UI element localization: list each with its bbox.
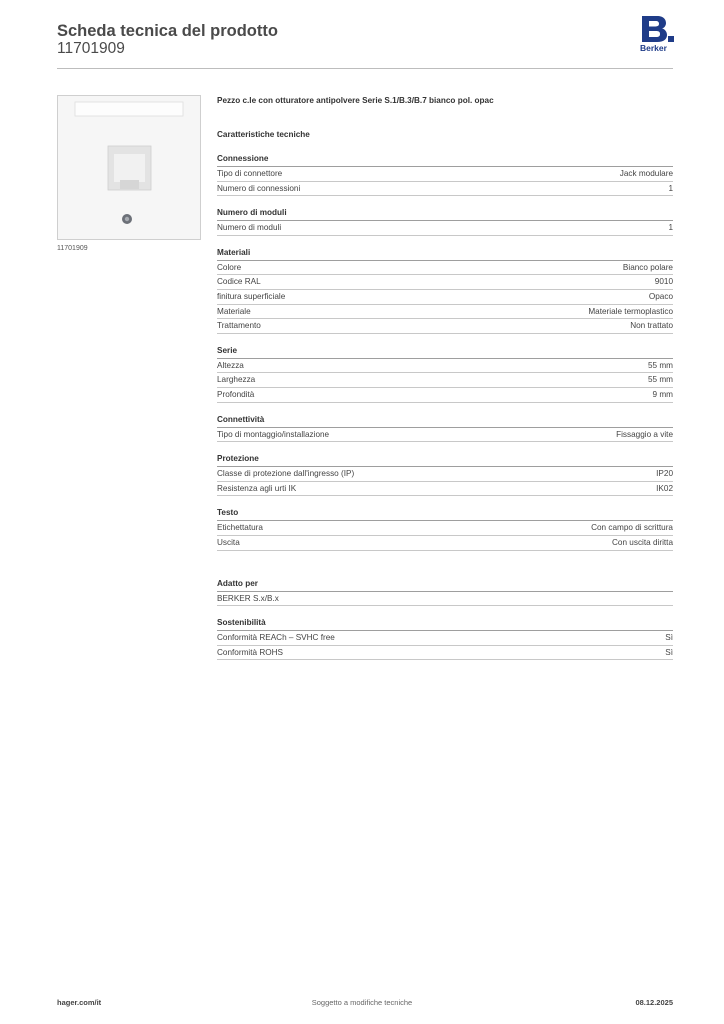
spec-label: Numero di connessioni [217, 183, 301, 193]
characteristics-title: Caratteristiche tecniche [217, 130, 310, 139]
spec-value: 9010 [654, 277, 673, 287]
spec-label: Tipo di connettore [217, 169, 283, 178]
spec-row [217, 167, 673, 182]
spec-row [217, 388, 673, 403]
spec-value: Opaco [648, 291, 673, 301]
spec-label: Larghezza [217, 375, 256, 385]
section-title: Serie [217, 334, 673, 359]
spec-row [217, 373, 673, 388]
spec-value: Fissaggio a vite [616, 429, 673, 439]
section-title: Sostenibilità [217, 606, 673, 631]
spec-value: IP20 [656, 469, 673, 479]
spec-value: Con uscita diritta [612, 537, 673, 547]
image-caption: 11701909 [57, 245, 88, 252]
article-number: 11701909 [57, 40, 125, 57]
spec-label: Conformità REACh – SVHC free [217, 633, 335, 643]
spec-value: Sì [665, 633, 673, 643]
section-title: Numero di moduli [217, 196, 673, 221]
spec-value: Bianco polare [622, 262, 673, 272]
spec-row [217, 221, 673, 236]
section-title: Adatto per [217, 567, 673, 592]
spec-sections [217, 142, 673, 660]
spec-row [217, 305, 673, 320]
spec-row [217, 261, 673, 276]
spec-label: Codice RAL [217, 277, 261, 287]
section-title: Connessione [217, 142, 673, 167]
spec-row [217, 482, 673, 497]
spec-row [217, 521, 673, 536]
spec-row [217, 319, 673, 334]
section-spacer [217, 551, 673, 567]
spec-label: Trattamento [217, 321, 261, 331]
spec-value: 1 [668, 183, 673, 193]
page-title: Scheda tecnica del prodotto [57, 22, 278, 40]
footer-date: 08.12.2025 [635, 998, 673, 1007]
footer-note: Soggetto a modifiche tecniche [311, 998, 413, 1007]
spec-value: 55 mm [647, 375, 673, 385]
spec-label: Classe di protezione dall'ingresso (IP) [217, 469, 355, 479]
spec-label: Colore [217, 262, 242, 272]
spec-label: Resistenza agli urti IK [217, 483, 297, 493]
spec-row [217, 467, 673, 482]
spec-label: Altezza [217, 360, 244, 370]
spec-row [217, 182, 673, 197]
section-title: Protezione [217, 442, 673, 467]
spec-row [217, 592, 673, 607]
section-title: Connettività [217, 403, 673, 428]
spec-value: Materiale termoplastico [588, 306, 673, 316]
spec-label: Tipo di montaggio/installazione [217, 429, 330, 439]
spec-value: 1 [668, 223, 673, 233]
spec-content [217, 96, 673, 660]
spec-row [217, 428, 673, 443]
spec-label: Etichettatura [217, 523, 263, 533]
section-title: Testo [217, 496, 673, 521]
footer-website[interactable]: hager.com/it [57, 998, 102, 1007]
spec-row [217, 290, 673, 305]
spec-label: Profondità [217, 389, 255, 399]
spec-value: 55 mm [647, 360, 673, 370]
spec-value: IK02 [656, 483, 673, 493]
spec-label: Numero di moduli [217, 223, 282, 233]
spec-row [217, 646, 673, 661]
product-image [57, 95, 201, 240]
spec-value: Jack modulare [619, 169, 673, 178]
spec-row [217, 275, 673, 290]
spec-row [217, 359, 673, 374]
spec-value: Sì [665, 647, 673, 657]
spec-value: Non trattato [630, 321, 673, 331]
spec-row [217, 536, 673, 551]
spec-value: 9 mm [652, 389, 673, 399]
spec-label: finitura superficiale [217, 291, 286, 301]
berker-b-icon [640, 16, 674, 42]
spec-label: Materiale [217, 306, 251, 316]
brand-name: Berker [640, 43, 667, 53]
spec-label: Conformità ROHS [217, 647, 283, 657]
section-title: Materiali [217, 236, 673, 261]
header-divider [57, 68, 673, 69]
spec-row [217, 631, 673, 646]
spec-label: BERKER S.x/B.x [217, 593, 279, 603]
spec-value: Con campo di scrittura [591, 523, 673, 533]
brand-logo [640, 16, 674, 53]
spec-label: Uscita [217, 537, 240, 547]
product-name: Pezzo c.le con otturatore antipolvere Serie S.1/B.3/B.7 bianco pol. opac [217, 96, 494, 105]
